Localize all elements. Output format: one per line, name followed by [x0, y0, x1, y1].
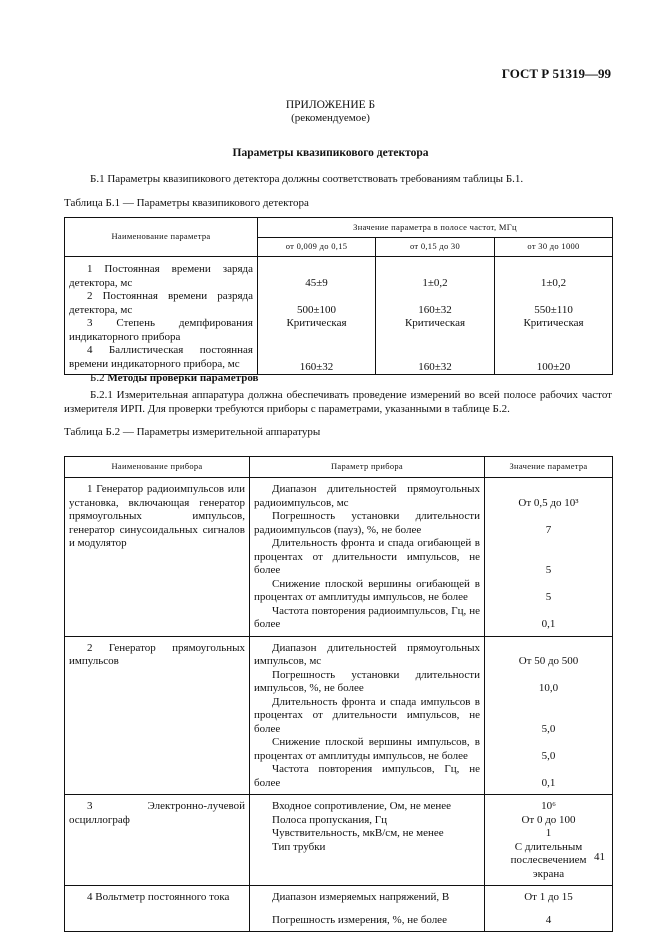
param-value: 100±20	[495, 344, 613, 375]
device-parameter: Чувствительность, мкВ/см, не менее	[250, 827, 485, 841]
device-parameter: Снижение плоской вершины огибающей в процентах от амплитуды импульсов, не более	[250, 578, 485, 605]
table-row	[65, 344, 613, 375]
appendix-subtitle: (рекомендуемое)	[291, 112, 370, 124]
device-parameter: Тип трубки	[250, 841, 485, 886]
device-name: 1 Генератор радиоимпульсов или установка, включающая генератор прямоугольных импульсов, генератор синусоидальных сигналов и модулятор	[65, 478, 250, 637]
table-b1	[64, 217, 613, 375]
table1-caption: Таблица Б.1 — Параметры квазипикового детектора	[64, 197, 309, 209]
param-value: 160±32	[376, 290, 495, 317]
param-value: 550±110	[495, 290, 613, 317]
appendix-title: ПРИЛОЖЕНИЕ Б	[285, 99, 376, 111]
device-parameter: Диапазон измеряемых напряжений, В	[250, 886, 485, 905]
device-parameter-value: 0,1	[485, 763, 613, 795]
param-name: 2 Постоянная времени разряда детектора, мс	[65, 290, 258, 317]
device-parameter-value: 5,0	[485, 736, 613, 763]
col-header-param: Наименование параметра	[65, 218, 258, 257]
device-parameter-value: 5	[485, 578, 613, 605]
device-name: 4 Вольтметр постоянного тока	[65, 886, 250, 932]
standard-number: ГОСТ Р 51319—99	[501, 66, 611, 81]
param-value: 45±9	[258, 257, 376, 291]
device-name: 3 Электронно-лучевой осциллограф	[65, 795, 250, 886]
param-value: 500±100	[258, 290, 376, 317]
param-value: 160±32	[258, 344, 376, 375]
device-parameter-value: От 0 до 100	[485, 814, 613, 828]
param-name: 3 Степень демпфирования индикаторного прибора	[65, 317, 258, 344]
device-parameter: Погрешность установки длительности радиоимпульсов (пауз), %, не более	[250, 510, 485, 537]
table-row	[65, 795, 613, 814]
device-parameter-value: 10⁶	[485, 795, 613, 814]
param-value: Критическая	[258, 317, 376, 344]
device-parameter-value: 0,1	[485, 605, 613, 637]
device-parameter: Погрешность измерения, %, не более	[250, 905, 485, 932]
device-parameter: Погрешность установки длительности импульсов, %, не более	[250, 669, 485, 696]
page-number: 41	[594, 851, 605, 863]
col-header-parameter: Параметр прибора	[250, 457, 485, 478]
device-name: 2 Генератор прямоугольных импульсов	[65, 636, 250, 795]
table-row	[65, 257, 613, 291]
b2-heading	[64, 371, 612, 385]
device-parameter: Частота повторения импульсов, Гц, не более	[250, 763, 485, 795]
device-parameter: Длительность фронта и спада огибающей в процентах от длительности импульсов, не более	[250, 537, 485, 578]
device-parameter-value: От 1 до 15	[485, 886, 613, 905]
param-value: 1±0,2	[495, 257, 613, 291]
param-value: Критическая	[495, 317, 613, 344]
device-parameter-value: 4	[485, 905, 613, 932]
b2-heading-number: Б.2	[90, 372, 108, 384]
table-row	[65, 478, 613, 511]
device-parameter-value: 5	[485, 537, 613, 578]
paragraph-b1: Б.1 Параметры квазипикового детектора должны соответствовать требованиям таблицы Б.1.	[90, 173, 524, 185]
device-parameter: Частота повторения радиоимпульсов, Гц, не более	[250, 605, 485, 637]
table-row	[65, 317, 613, 344]
col-header-device: Наименование прибора	[65, 457, 250, 478]
device-parameter-value: 10,0	[485, 669, 613, 696]
device-parameter: Диапазон длительностей прямоугольных импульсов, мс	[250, 636, 485, 669]
table-row	[65, 886, 613, 905]
section-title: Параметры квазипикового детектора	[232, 147, 429, 159]
device-parameter-value: От 0,5 до 10³	[485, 478, 613, 511]
col-header-band: от 0,15 до 30	[376, 238, 495, 257]
device-parameter: Диапазон длительностей прямоугольных радиоимпульсов, мс	[250, 478, 485, 511]
paragraph-b2-1: Б.2.1 Измерительная аппаратура должна обеспечивать проведение измерений во всей полосе рабочих частот измерителя ИРП. Для проверки требуются приборы с параметрами, указанными в таблице Б.2.	[64, 389, 612, 415]
device-parameter-value: 5,0	[485, 696, 613, 737]
table-row	[65, 636, 613, 669]
device-parameter: Длительность фронта и спада импульсов в процентах от длительности импульсов, не более	[250, 696, 485, 737]
param-value: 1±0,2	[376, 257, 495, 291]
device-parameter: Полоса пропускания, Гц	[250, 814, 485, 828]
device-parameter: Входное сопротивление, Ом, не менее	[250, 795, 485, 814]
col-header-band: от 30 до 1000	[495, 238, 613, 257]
col-header-value: Значение параметра	[485, 457, 613, 478]
device-parameter: Снижение плоской вершины импульсов, в процентах от амплитуды импульсов, не более	[250, 736, 485, 763]
table2-caption: Таблица Б.2 — Параметры измерительной аппаратуры	[64, 426, 321, 438]
b2-heading-text: Методы проверки параметров	[107, 372, 259, 384]
device-parameter-value: От 50 до 500	[485, 636, 613, 669]
col-header-band: от 0,009 до 0,15	[258, 238, 376, 257]
device-parameter-value: 1	[485, 827, 613, 841]
param-value: 160±32	[376, 344, 495, 375]
param-name: 1 Постоянная времени заряда детектора, мс	[65, 257, 258, 291]
device-parameter-value: 7	[485, 510, 613, 537]
table-b2	[64, 456, 613, 932]
device-parameter-value: С длительным послесвечением экрана	[485, 841, 613, 886]
table-row	[65, 290, 613, 317]
param-name: 4 Баллистическая постоянная времени индикаторного прибора, мс	[65, 344, 258, 375]
param-value: Критическая	[376, 317, 495, 344]
col-header-group: Значение параметра в полосе частот, МГц	[258, 218, 613, 238]
